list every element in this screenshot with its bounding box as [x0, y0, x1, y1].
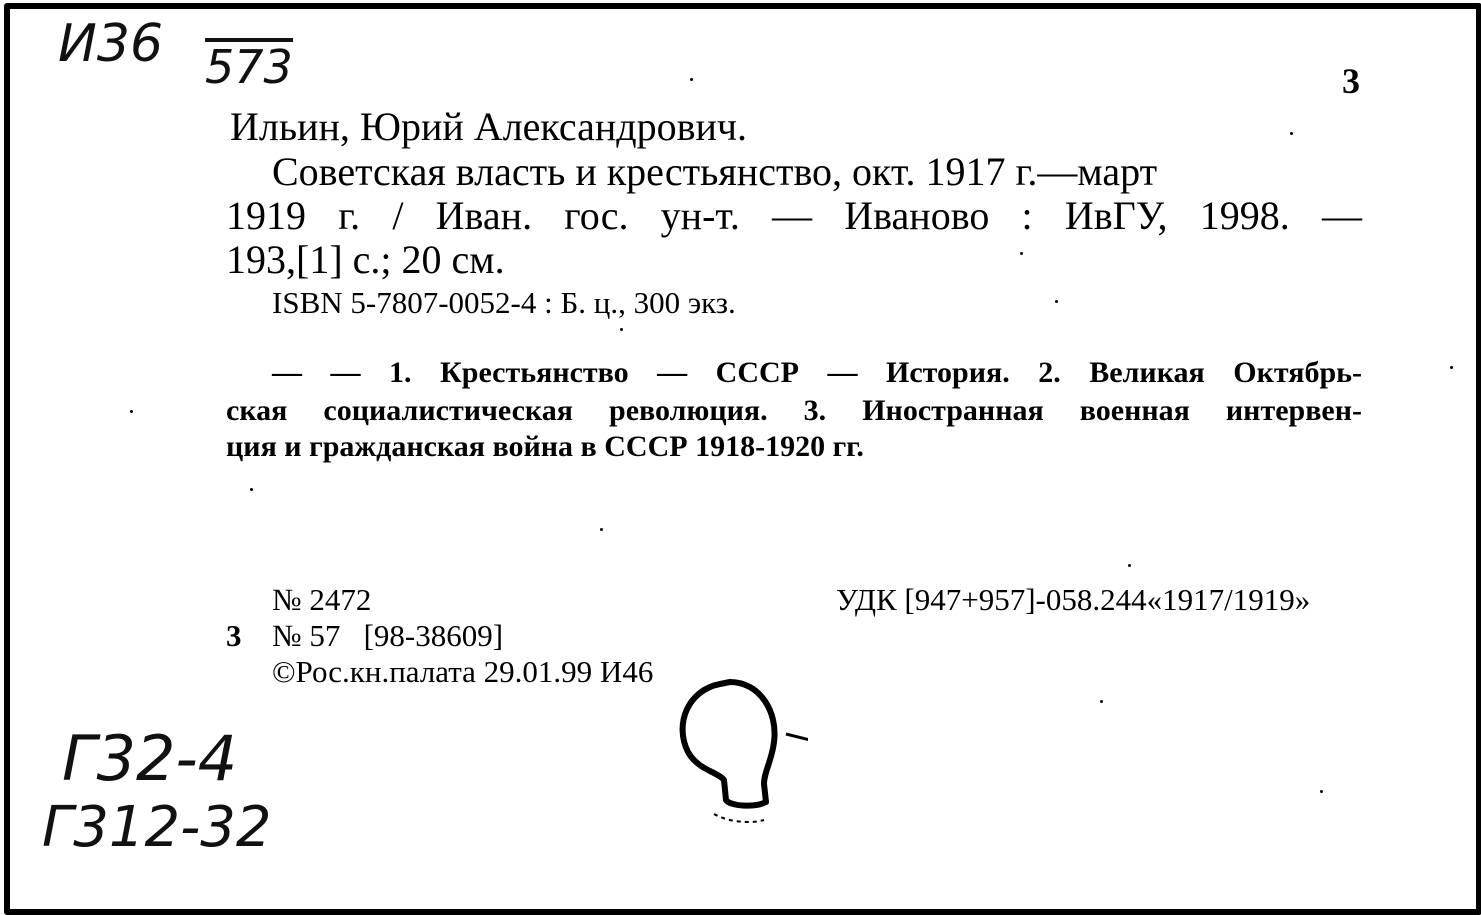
speckle: [1290, 132, 1293, 135]
footer-left-digit: 3: [226, 618, 242, 653]
subject-line-3: ция и гражданская война в СССР 1918-1920 гг.: [226, 430, 864, 463]
speckle: [620, 328, 623, 331]
speckle: [1020, 252, 1023, 255]
handwritten-shelf-code: И36: [58, 14, 164, 74]
subject-line-2: ская социалистическая революция. 3. Иностранная военная интервен-: [226, 394, 1362, 427]
speckle: [250, 488, 253, 491]
book-chamber-line: ©Рос.кн.палата 29.01.99 И46: [272, 654, 654, 689]
hand-drawn-loop-mark: [668, 672, 808, 832]
title-line-3: 193,[1] с.; 20 см.: [226, 237, 505, 282]
title-line-2: 1919 г. / Иван. гос. ун-т. — Иваново : ИвГУ, 1998. —: [226, 193, 1362, 238]
speckle: [690, 78, 693, 81]
speckle: [1128, 564, 1131, 567]
speckle: [1320, 790, 1323, 793]
isbn-line: ISBN 5-7807-0052-4 : Б. ц., 300 экз.: [272, 285, 736, 320]
speckle: [1055, 300, 1058, 303]
registration-number: № 57 [98-38609]: [272, 618, 504, 653]
speckle: [1100, 700, 1103, 703]
subject-line-1: — — 1. Крестьянство — СССР — История. 2. Великая Октябрь-: [272, 356, 1362, 389]
handwritten-code-2: Г312-32: [42, 795, 272, 860]
title-line-1: Советская власть и крестьянство, окт. 1917 г.—март: [272, 149, 1158, 194]
udk-classification: УДК [947+957]-058.244«1917/1919»: [836, 582, 1311, 617]
corner-number: 3: [1342, 61, 1360, 101]
card-number: № 2472: [272, 582, 372, 617]
speckle: [1450, 366, 1453, 369]
speckle: [600, 528, 603, 531]
handwritten-code-1: Г32-4: [62, 722, 238, 795]
author-heading: Ильин, Юрий Александрович.: [230, 104, 748, 149]
handwritten-number: 573: [205, 40, 293, 94]
speckle: [130, 410, 133, 413]
